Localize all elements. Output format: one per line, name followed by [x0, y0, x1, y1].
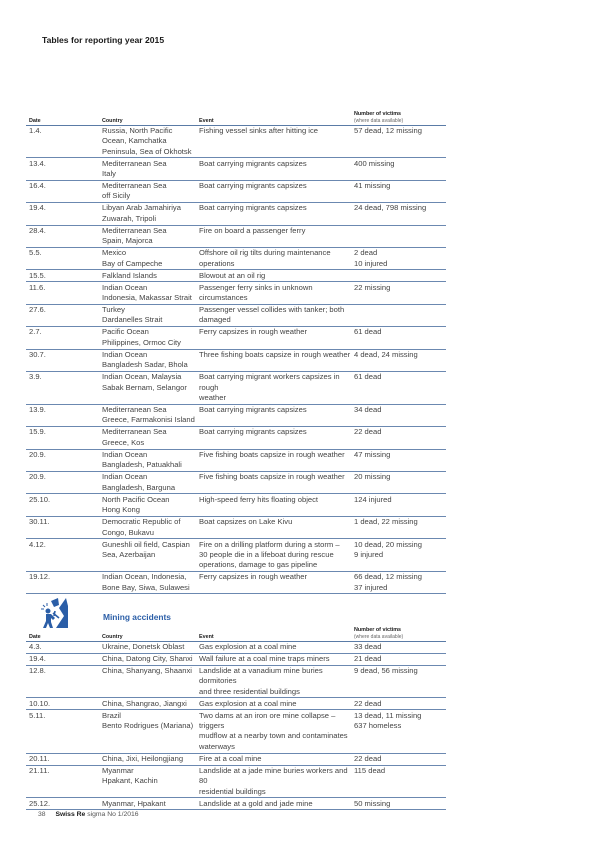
page-title: Tables for reporting year 2015	[42, 35, 165, 45]
table-row	[26, 349, 446, 371]
cell-event-line: Ferry capsizes in rough weather	[199, 327, 308, 337]
cell-victims	[351, 427, 446, 449]
cell-event	[196, 371, 351, 404]
header-victims-label: Number of victims	[354, 111, 402, 117]
table-row	[26, 494, 446, 516]
cell-victims	[351, 798, 446, 810]
cell-date: 15.5.	[26, 270, 99, 282]
cell-victims	[351, 304, 446, 326]
cell-country-line: North Pacific Ocean	[102, 494, 170, 504]
table-row	[26, 225, 446, 247]
table-row	[26, 798, 446, 810]
cell-event-line: Gas explosion at a coal mine	[199, 698, 297, 708]
cell-country	[99, 653, 196, 665]
table-row	[26, 765, 446, 798]
cell-event	[196, 753, 351, 765]
cell-event	[196, 641, 351, 653]
cell-victims	[351, 270, 446, 282]
cell-event-line: Boat carrying migrants capsizes	[199, 405, 307, 415]
cell-event-line: Wall failure at a coal mine traps miners	[199, 653, 330, 663]
publication-name: sigma No 1/2016	[87, 811, 139, 818]
mining-accidents-table	[26, 627, 446, 810]
cell-event	[196, 125, 351, 158]
table-row	[26, 472, 446, 494]
cell-country	[99, 158, 196, 180]
cell-event-line: Fire on board a passenger ferry	[199, 225, 306, 235]
cell-country-line: Indonesia, Makassar Strait	[102, 293, 192, 303]
cell-event	[196, 539, 351, 572]
cell-event-line: Five fishing boats capsize in rough weather	[199, 472, 345, 482]
section-title-mining: Mining accidents	[103, 612, 171, 622]
cell-country	[99, 270, 196, 282]
cell-event-line: weather	[199, 393, 227, 403]
cell-victims	[351, 494, 446, 516]
cell-country	[99, 698, 196, 710]
cell-event	[196, 665, 351, 698]
cell-country	[99, 765, 196, 798]
cell-country-line: Hpakant, Kachin	[102, 776, 158, 786]
cell-country-line: Ocean, Kamchatka	[102, 136, 167, 146]
cell-event-line: Boat carrying migrants capsizes	[199, 203, 307, 213]
cell-victims	[351, 653, 446, 665]
cell-event-line: High-speed ferry hits floating object	[199, 494, 319, 504]
cell-victims	[351, 225, 446, 247]
cell-date: 13.9.	[26, 404, 99, 426]
cell-country-line: Indian Ocean	[102, 349, 148, 359]
cell-event-line: Gas explosion at a coal mine	[199, 641, 297, 651]
cell-victims-line: 124 injured	[354, 494, 392, 504]
cell-event	[196, 572, 351, 594]
table-row	[26, 203, 446, 225]
cell-victims	[351, 180, 446, 202]
cell-event	[196, 327, 351, 349]
table-row	[26, 539, 446, 572]
table-row	[26, 653, 446, 665]
cell-date: 30.7.	[26, 349, 99, 371]
table-row	[26, 125, 446, 158]
cell-victims-line: 9 injured	[354, 549, 384, 559]
cell-date: 28.4.	[26, 225, 99, 247]
cell-victims-line: 1 dead, 22 missing	[354, 517, 418, 527]
cell-victims	[351, 698, 446, 710]
cell-country	[99, 753, 196, 765]
cell-date: 10.10.	[26, 698, 99, 710]
cell-victims-line: 37 injured	[354, 582, 388, 592]
cell-country-line: Congo, Bukavu	[102, 527, 154, 537]
cell-victims-line: 66 dead, 12 missing	[354, 572, 422, 582]
cell-event-line: Three fishing boats capsize in rough weather	[199, 349, 351, 359]
cell-country-line: Philippines, Ormoc City	[102, 337, 181, 347]
miner-body-icon	[43, 614, 55, 628]
cell-country-line: off Sicily	[102, 191, 131, 201]
cell-victims	[351, 158, 446, 180]
cell-date: 25.12.	[26, 798, 99, 810]
cell-date: 30.11.	[26, 516, 99, 538]
cell-date: 20.9.	[26, 449, 99, 471]
cell-victims-line: 10 dead, 20 missing	[354, 539, 422, 549]
cell-country-line: Ukraine, Donetsk Oblast	[102, 641, 185, 651]
page-footer	[38, 811, 139, 818]
cell-country-line: Bangladesh Sadar, Bhola	[102, 360, 188, 370]
cell-victims	[351, 710, 446, 753]
cell-event-line: residential buildings	[199, 786, 266, 796]
cell-victims	[351, 247, 446, 269]
header-date: Date	[26, 627, 99, 641]
cell-date: 19.12.	[26, 572, 99, 594]
cell-victims-line: 4 dead, 24 missing	[354, 349, 418, 359]
header-country: Country	[99, 627, 196, 641]
cell-event-line: Landslide at a gold and jade mine	[199, 798, 313, 808]
header-event: Event	[196, 627, 351, 641]
cell-country-line: Turkey	[102, 305, 125, 315]
cell-victims-line: 24 dead, 798 missing	[354, 203, 427, 213]
cell-victims-line: 34 dead	[354, 405, 382, 415]
table-row	[26, 449, 446, 471]
cell-event	[196, 270, 351, 282]
cell-country-line: Bangladesh, Barguna	[102, 482, 176, 492]
cell-event	[196, 516, 351, 538]
brand-name: Swiss Re	[55, 811, 86, 818]
cell-date: 20.9.	[26, 472, 99, 494]
cell-country	[99, 427, 196, 449]
cell-country-line: Indian Ocean, Indonesia,	[102, 572, 187, 582]
cell-victims-line: 20 missing	[354, 472, 391, 482]
cell-country-line: Indian Ocean	[102, 449, 148, 459]
cell-country-line: Indian Ocean, Malaysia	[102, 372, 182, 382]
cell-victims	[351, 753, 446, 765]
header-date: Date	[26, 111, 99, 125]
table-row	[26, 270, 446, 282]
cell-country	[99, 371, 196, 404]
cell-country-line: Zuwarah, Tripoli	[102, 213, 157, 223]
cell-event-line: operations, damage to gas pipeline	[199, 560, 318, 570]
cell-date: 5.11.	[26, 710, 99, 753]
cell-country-line: Sabak Bernam, Selangor	[102, 382, 187, 392]
cell-event-line: Fire at a coal mine	[199, 753, 262, 763]
cell-country-line: China, Shangrao, Jiangxi	[102, 698, 187, 708]
table-row	[26, 247, 446, 269]
impact-lines-icon	[41, 603, 47, 609]
cell-event	[196, 494, 351, 516]
cell-event	[196, 449, 351, 471]
cell-country-line: Bento Rodrigues (Mariana)	[102, 721, 194, 731]
cell-date: 15.9.	[26, 427, 99, 449]
cell-victims	[351, 516, 446, 538]
cell-date: 3.9.	[26, 371, 99, 404]
cell-country	[99, 572, 196, 594]
cell-country-line: Bay of Campeche	[102, 258, 163, 268]
cell-victims-line: 637 homeless	[354, 721, 402, 731]
cell-victims	[351, 449, 446, 471]
cell-event	[196, 427, 351, 449]
cell-date: 2.7.	[26, 327, 99, 349]
cell-country	[99, 710, 196, 753]
cell-country-line: Russia, North Pacific	[102, 125, 173, 135]
cell-victims-line: 22 dead	[354, 427, 382, 437]
cell-country-line: Greece, Farmakonisi Island	[102, 415, 195, 425]
cell-country-line: Guneshli oil field, Caspian	[102, 539, 190, 549]
cell-event-line: Boat carrying migrants capsizes	[199, 427, 307, 437]
cell-event-line: waterways	[199, 741, 235, 751]
cell-country-line: Pacific Ocean	[102, 327, 149, 337]
table-row	[26, 371, 446, 404]
cell-country	[99, 349, 196, 371]
cell-event-line: Passenger ferry sinks in unknown circumstances	[199, 282, 313, 303]
cell-event-line: Boat carrying migrants capsizes	[199, 158, 307, 168]
cell-date: 27.6.	[26, 304, 99, 326]
cell-country-line: Dardanelles Strait	[102, 315, 163, 325]
cell-victims	[351, 327, 446, 349]
cell-victims-line: 22 dead	[354, 698, 382, 708]
cell-country-line: Spain, Majorca	[102, 236, 153, 246]
cell-date: 5.5.	[26, 247, 99, 269]
cell-victims	[351, 641, 446, 653]
cell-country	[99, 494, 196, 516]
table-row	[26, 641, 446, 653]
cell-country-line: Libyan Arab Jamahiriya	[102, 203, 181, 213]
cell-country	[99, 225, 196, 247]
table-header-row	[26, 627, 446, 641]
cell-victims-line: 57 dead, 12 missing	[354, 125, 422, 135]
header-victims	[351, 627, 446, 641]
table-row	[26, 282, 446, 304]
cell-victims-line: 22 missing	[354, 282, 391, 292]
cell-victims-line: 61 dead	[354, 327, 382, 337]
cell-victims-line: 21 dead	[354, 653, 382, 663]
cell-event	[196, 225, 351, 247]
table-row	[26, 180, 446, 202]
cell-country-line: Bone Bay, Siwa, Sulawesi	[102, 582, 190, 592]
cell-event-line: Blowout at an oil rig	[199, 270, 266, 280]
cell-event-line: operations	[199, 258, 235, 268]
cell-event	[196, 472, 351, 494]
cell-victims	[351, 349, 446, 371]
cell-victims-line: 50 missing	[354, 798, 391, 808]
cell-country	[99, 203, 196, 225]
cell-country-line: Hong Kong	[102, 505, 140, 515]
cell-event-line: Landslide at a vanadium mine buries dormitories	[199, 665, 323, 686]
cell-date: 13.4.	[26, 158, 99, 180]
cell-event-line: Two dams at an iron ore mine collapse – triggers	[199, 710, 336, 731]
cell-victims	[351, 404, 446, 426]
cell-victims	[351, 539, 446, 572]
cell-country	[99, 304, 196, 326]
cell-country-line: Bangladesh, Patuakhali	[102, 460, 182, 470]
mining-accident-icon	[40, 596, 70, 629]
cell-date: 4.3.	[26, 641, 99, 653]
cell-event	[196, 304, 351, 326]
cell-event	[196, 180, 351, 202]
cell-country-line: Indian Ocean	[102, 472, 148, 482]
cell-event-line: Fire on a drilling platform during a storm –	[199, 539, 340, 549]
cell-country-line: Myanmar, Hpakant	[102, 798, 166, 808]
cell-date: 21.11.	[26, 765, 99, 798]
cell-victims-line: 9 dead, 56 missing	[354, 665, 418, 675]
cell-victims	[351, 371, 446, 404]
cell-date: 25.10.	[26, 494, 99, 516]
cell-victims	[351, 765, 446, 798]
cell-event-line: mudflow at a nearby town and contaminates	[199, 731, 348, 741]
cell-victims-line: 22 dead	[354, 753, 382, 763]
cell-country-line: Democratic Republic of	[102, 517, 181, 527]
cell-country	[99, 539, 196, 572]
falling-rock-icon	[51, 598, 59, 607]
table-row	[26, 572, 446, 594]
cell-event	[196, 158, 351, 180]
table-header-row	[26, 111, 446, 125]
cell-country	[99, 798, 196, 810]
cell-country-line: Mexico	[102, 248, 127, 258]
cell-date: 12.8.	[26, 665, 99, 698]
cell-country	[99, 180, 196, 202]
cell-event-line: damaged	[199, 315, 231, 325]
header-victims-note: (where data available)	[354, 118, 404, 124]
cell-victims-line: 115 dead	[354, 765, 386, 775]
cell-victims-line: 33 dead	[354, 641, 382, 651]
cell-date: 19.4.	[26, 653, 99, 665]
header-event: Event	[196, 111, 351, 125]
cell-date: 19.4.	[26, 203, 99, 225]
cell-victims-line: 10 injured	[354, 258, 388, 268]
cell-country	[99, 449, 196, 471]
cell-event-line: 30 people die in a lifeboat during rescue	[199, 549, 334, 559]
cell-date: 1.4.	[26, 125, 99, 158]
cell-victims-line: 61 dead	[354, 372, 382, 382]
cell-event	[196, 653, 351, 665]
table-row	[26, 158, 446, 180]
cell-country	[99, 327, 196, 349]
table-row	[26, 516, 446, 538]
cell-victims-line: 2 dead	[354, 248, 378, 258]
cell-event	[196, 765, 351, 798]
cell-date: 16.4.	[26, 180, 99, 202]
cell-victims	[351, 203, 446, 225]
cell-date: 20.11.	[26, 753, 99, 765]
cell-country-line: Mediterranean Sea	[102, 181, 167, 191]
cell-country	[99, 282, 196, 304]
header-victims-label: Number of victims	[354, 627, 402, 633]
cell-country-line: China, Shanyang, Shaanxi	[102, 665, 192, 675]
cell-country-line: Myanmar	[102, 765, 134, 775]
table-row	[26, 665, 446, 698]
cell-country-line: Peninsula, Sea of Okhotsk	[102, 146, 192, 156]
cell-victims	[351, 282, 446, 304]
cell-country-line: Italy	[102, 169, 116, 179]
cell-event	[196, 282, 351, 304]
cell-event	[196, 710, 351, 753]
cell-victims-line: 47 missing	[354, 449, 391, 459]
header-victims	[351, 111, 446, 125]
cell-event	[196, 349, 351, 371]
cell-date: 11.6.	[26, 282, 99, 304]
table-row	[26, 753, 446, 765]
cell-event-line: Fishing vessel sinks after hitting ice	[199, 125, 319, 135]
cell-event-line: Boat capsizes on Lake Kivu	[199, 517, 293, 527]
cell-victims	[351, 472, 446, 494]
table-row	[26, 404, 446, 426]
cell-country-line: Mediterranean Sea	[102, 405, 167, 415]
table-row	[26, 710, 446, 753]
marine-accidents-table	[26, 111, 446, 594]
table-row	[26, 327, 446, 349]
cell-victims	[351, 125, 446, 158]
cell-victims-line: 400 missing	[354, 158, 395, 168]
cell-country	[99, 125, 196, 158]
cell-country-line: Mediterranean Sea	[102, 427, 167, 437]
cell-country	[99, 404, 196, 426]
cell-event-line: Landslide at a jade mine buries workers and 80	[199, 765, 348, 786]
cell-event	[196, 247, 351, 269]
table-row	[26, 427, 446, 449]
cell-victims	[351, 572, 446, 594]
cell-country-line: Mediterranean Sea	[102, 158, 167, 168]
cell-event-line: and three residential buildings	[199, 686, 300, 696]
cell-country-line: Brazil	[102, 710, 121, 720]
cell-country	[99, 665, 196, 698]
page-number: 38	[38, 811, 46, 818]
table-row	[26, 698, 446, 710]
cell-victims-line: 13 dead, 11 missing	[354, 710, 422, 720]
cell-country-line: Mediterranean Sea	[102, 225, 167, 235]
cell-event-line: Boat carrying migrants capsizes	[199, 181, 307, 191]
cell-country-line: China, Datong City, Shanxi	[102, 653, 193, 663]
table-row	[26, 304, 446, 326]
cell-event-line: Offshore oil rig tilts during maintenance	[199, 248, 331, 258]
cell-country	[99, 516, 196, 538]
cell-country-line: Falkland Islands	[102, 270, 157, 280]
cell-victims	[351, 665, 446, 698]
cell-event	[196, 698, 351, 710]
cell-victims-line: 41 missing	[354, 181, 391, 191]
cell-country	[99, 247, 196, 269]
cell-date: 4.12.	[26, 539, 99, 572]
cell-event	[196, 798, 351, 810]
cell-event-line: Five fishing boats capsize in rough weather	[199, 449, 345, 459]
cell-country	[99, 472, 196, 494]
cell-event-line: Boat carrying migrant workers capsizes in rough	[199, 372, 340, 392]
cell-event-line: Ferry capsizes in rough weather	[199, 572, 308, 582]
cell-country	[99, 641, 196, 653]
cell-event-line: Passenger vessel collides with tanker; both	[199, 305, 345, 315]
cell-country-line: China, Jixi, Heilongjiang	[102, 753, 184, 763]
header-victims-note: (where data available)	[354, 634, 404, 640]
cell-event	[196, 203, 351, 225]
cell-country-line: Greece, Kos	[102, 437, 145, 447]
cell-country-line: Sea, Azerbaijan	[102, 549, 156, 559]
cell-event	[196, 404, 351, 426]
miner-head-icon	[46, 609, 51, 614]
cell-country-line: Indian Ocean	[102, 282, 148, 292]
header-country: Country	[99, 111, 196, 125]
